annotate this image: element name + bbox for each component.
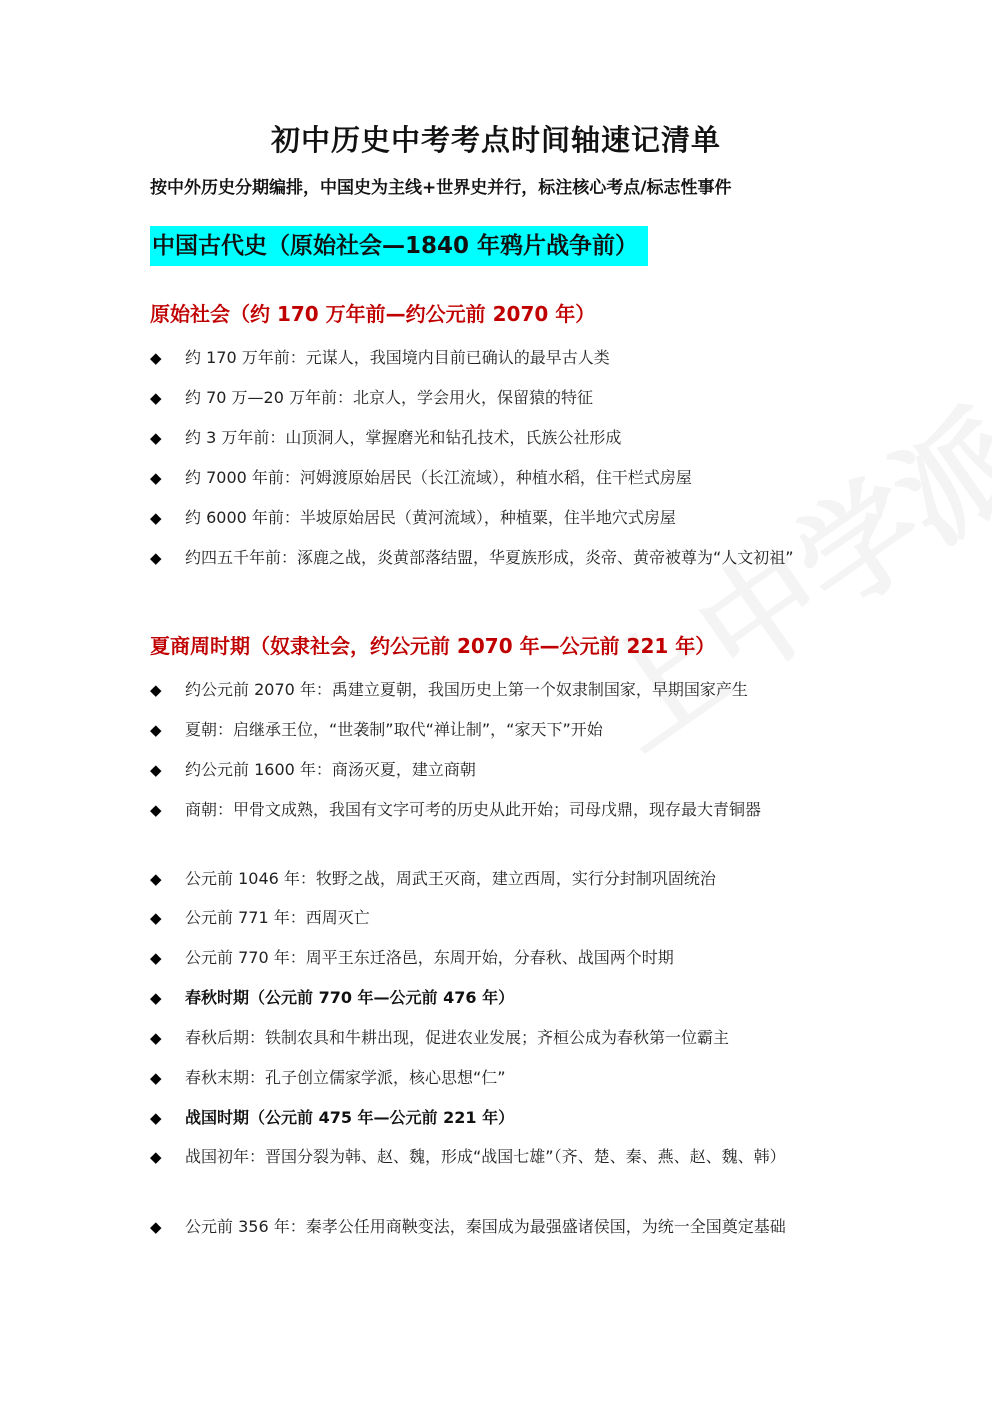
diamond-bullet-icon: ◆ — [150, 349, 162, 367]
list-item-text: 战国时期（公元前 475 年—公元前 221 年） — [185, 1108, 515, 1127]
era-heading: 中国古代史（原始社会—1840 年鸦片战争前） — [150, 226, 648, 266]
list-item — [150, 675, 840, 705]
list-item-text: 商朝：甲骨文成熟，我国有文字可考的历史从此开始；司母戊鼎，现存最大青铜器 — [185, 800, 762, 819]
list-item-text: 约公元前 2070 年：禹建立夏朝，我国历史上第一个奴隶制国家，早期国家产生 — [185, 680, 748, 699]
list-item — [150, 755, 840, 785]
section-heading: 原始社会（约 170 万年前—约公元前 2070 年） — [150, 302, 596, 326]
diamond-bullet-icon: ◆ — [150, 469, 162, 487]
list-item-text: 春秋时期（公元前 770 年—公元前 476 年） — [185, 988, 515, 1007]
diamond-bullet-icon: ◆ — [150, 389, 162, 407]
list-item-text: 约公元前 1600 年：商汤灭夏，建立商朝 — [185, 760, 476, 779]
list-item-text: 公元前 1046 年：牧野之战，周武王灭商，建立西周，实行分封制巩固统治 — [185, 869, 716, 888]
list-item — [150, 1212, 840, 1242]
list-item — [150, 463, 840, 493]
diamond-bullet-icon: ◆ — [150, 1148, 162, 1166]
document-title: 初中历史中考考点时间轴速记清单 — [270, 123, 721, 157]
list-item-text: 战国初年：晋国分裂为韩、赵、魏，形成“战国七雄”（齐、楚、秦、燕、赵、魏、韩） — [185, 1147, 786, 1166]
list-item — [150, 543, 840, 573]
list-item-text: 公元前 771 年：西周灭亡 — [185, 908, 370, 927]
list-item — [150, 1023, 840, 1053]
list-item-subheading — [150, 983, 840, 1013]
section-heading: 夏商周时期（奴隶社会，约公元前 2070 年—公元前 221 年） — [150, 634, 716, 658]
document-subtitle: 按中外历史分期编排，中国史为主线+世界史并行，标注核心考点/标志性事件 — [150, 178, 732, 198]
diamond-bullet-icon: ◆ — [150, 1029, 162, 1047]
diamond-bullet-icon: ◆ — [150, 870, 162, 888]
diamond-bullet-icon: ◆ — [150, 549, 162, 567]
list-item — [150, 1142, 840, 1172]
diamond-bullet-icon: ◆ — [150, 801, 162, 819]
list-item — [150, 864, 840, 894]
diamond-bullet-icon: ◆ — [150, 509, 162, 527]
list-item-text: 约 3 万年前：山顶洞人，掌握磨光和钻孔技术，氏族公社形成 — [185, 428, 622, 447]
list-item-text: 约四五千年前：涿鹿之战，炎黄部落结盟，华夏族形成，炎帝、黄帝被尊为“人文初祖” — [185, 548, 794, 567]
diamond-bullet-icon: ◆ — [150, 681, 162, 699]
diamond-bullet-icon: ◆ — [150, 1109, 162, 1127]
list-item-text: 约 6000 年前：半坡原始居民（黄河流域），种植粟，住半地穴式房屋 — [185, 508, 676, 527]
diamond-bullet-icon: ◆ — [150, 1069, 162, 1087]
list-item — [150, 943, 840, 973]
list-item — [150, 383, 840, 413]
list-item-text: 公元前 770 年：周平王东迁洛邑，东周开始，分春秋、战国两个时期 — [185, 948, 674, 967]
list-item-text: 约 70 万—20 万年前：北京人，学会用火，保留猿的特征 — [185, 388, 593, 407]
list-item-subheading — [150, 1103, 840, 1133]
list-item-text: 公元前 356 年：秦孝公任用商鞅变法，秦国成为最强盛诸侯国，为统一全国奠定基础 — [185, 1217, 786, 1236]
diamond-bullet-icon: ◆ — [150, 721, 162, 739]
list-item-text: 春秋末期：孔子创立儒家学派，核心思想“仁” — [185, 1068, 506, 1087]
list-item — [150, 1063, 840, 1093]
list-item — [150, 503, 840, 533]
diamond-bullet-icon: ◆ — [150, 1218, 162, 1236]
list-item — [150, 423, 840, 453]
list-item — [150, 343, 840, 373]
diamond-bullet-icon: ◆ — [150, 909, 162, 927]
list-item-text: 约 7000 年前：河姆渡原始居民（长江流域），种植水稻，住干栏式房屋 — [185, 468, 692, 487]
list-item — [150, 903, 840, 933]
list-item — [150, 715, 840, 745]
list-item-text: 约 170 万年前：元谋人，我国境内目前已确认的最早古人类 — [185, 348, 610, 367]
list-item-text: 春秋后期：铁制农具和牛耕出现，促进农业发展；齐桓公成为春秋第一位霸主 — [185, 1028, 730, 1047]
list-item — [150, 795, 840, 825]
diamond-bullet-icon: ◆ — [150, 949, 162, 967]
diamond-bullet-icon: ◆ — [150, 761, 162, 779]
list-item-text: 夏朝：启继承王位，“世袭制”取代“禅让制”，“家天下”开始 — [185, 720, 603, 739]
diamond-bullet-icon: ◆ — [150, 429, 162, 447]
diamond-bullet-icon: ◆ — [150, 989, 162, 1007]
